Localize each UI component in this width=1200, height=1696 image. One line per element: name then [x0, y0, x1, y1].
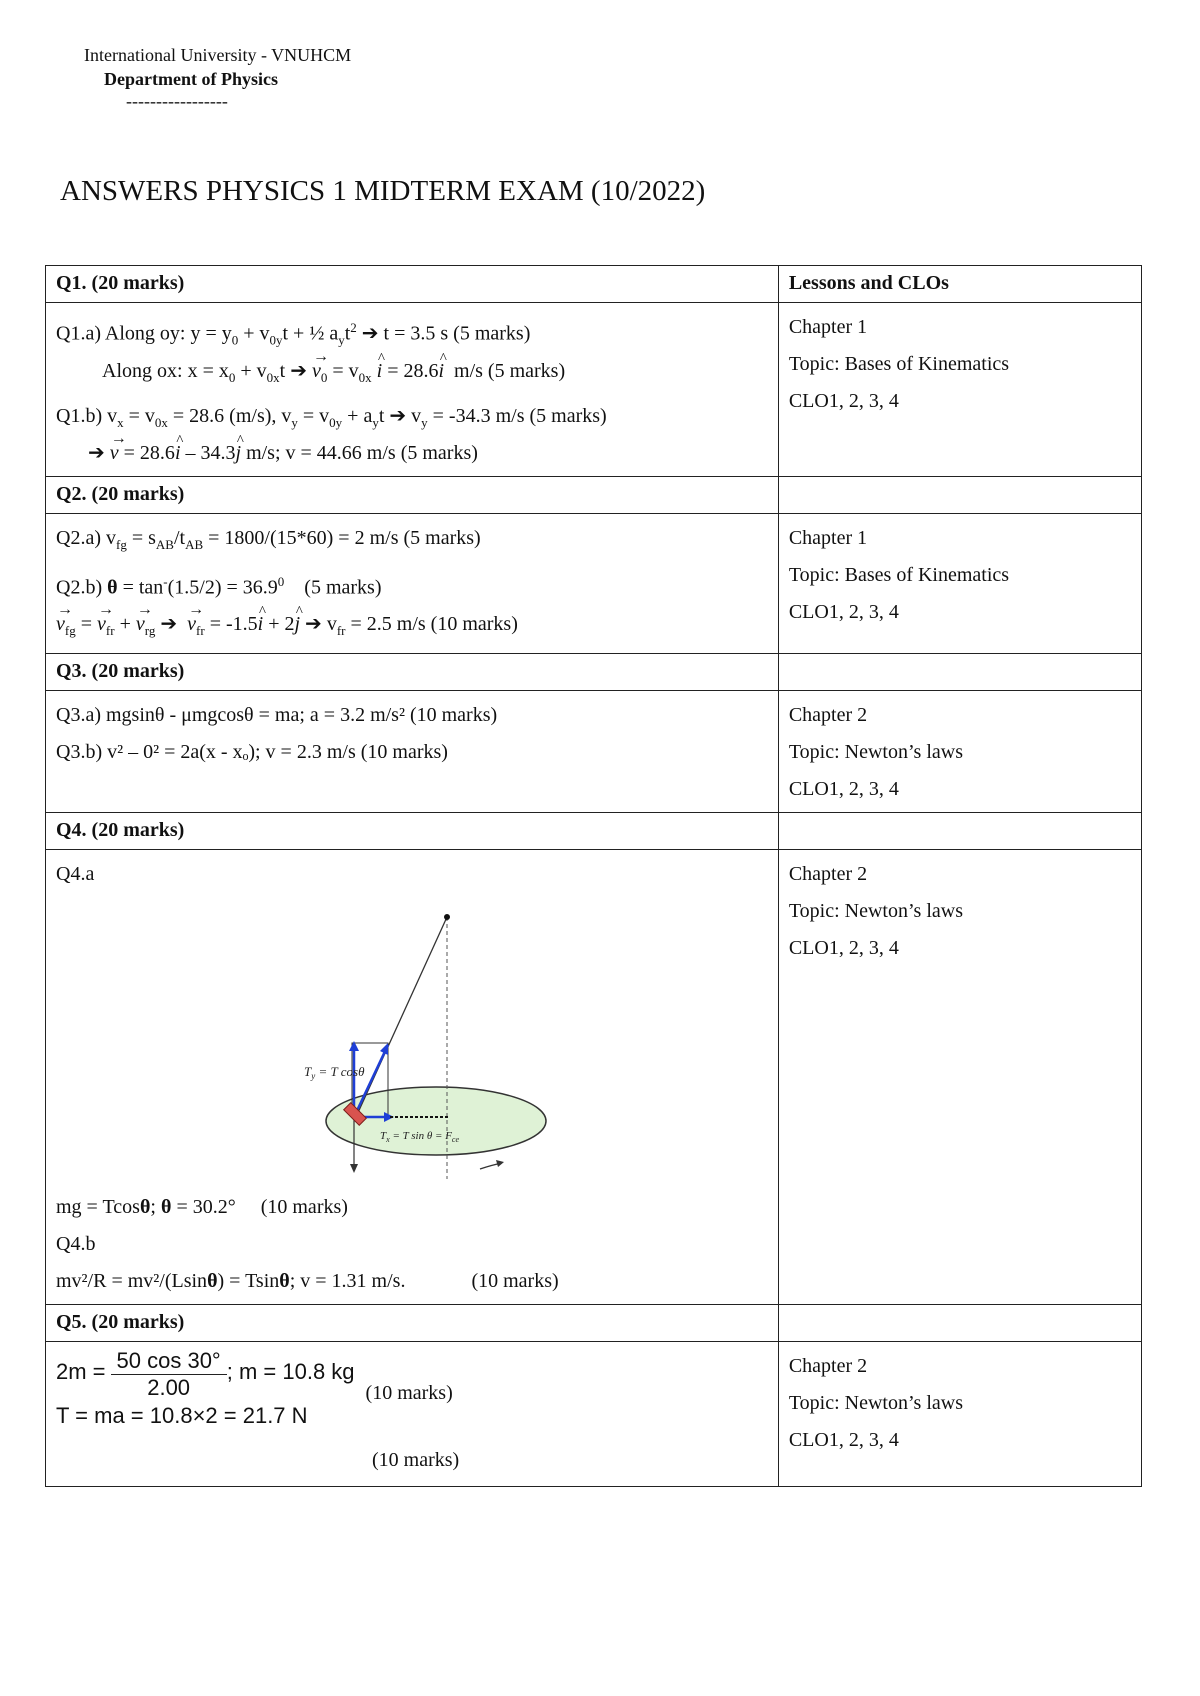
q2-header-row [46, 476, 1142, 513]
q3-answer [46, 691, 779, 813]
q1-heading: Q1. (20 marks) [46, 266, 779, 303]
q2-lessons [778, 513, 1141, 654]
q5-eq1-rhs: ; m = 10.8 kg [226, 1359, 355, 1385]
arrow-icon: ➔ [88, 441, 105, 464]
q1b-vector-tail: m/s; v = 44.66 m/s (5 marks) [241, 441, 478, 464]
q5-fraction [111, 1348, 227, 1401]
weight-arrowhead [350, 1164, 358, 1173]
q4b-eq-part3: ; v = 1.31 m/s. [289, 1270, 406, 1293]
lesson-clo: CLO1, 2, 3, 4 [788, 390, 899, 412]
q3a-line: Q3.a) mgsinθ - μmgcosθ = ma; a = 3.2 m/s² (10 marks) [56, 704, 498, 727]
lesson-topic: Topic: Newton’s laws [788, 741, 963, 764]
q1b-line: Q1.b) $v_x = v_{0x} = 28.6$ (m/s), $v_y = v_{0y} + a_yt$ ➔ $v_y = -34.3$ m/s (5 marks) [56, 404, 607, 430]
q2-heading: Q2. (20 marks) [46, 476, 779, 513]
q5-heading-blank [778, 1305, 1141, 1342]
q3b-line: Q3.b) v² – 0² = 2a(x - xₒ); v = 2.3 m/s (10 marks) [56, 741, 448, 764]
q5-fraction-denominator: 2.00 [147, 1375, 191, 1401]
arrow-icon: ➔ [290, 359, 307, 382]
q3-heading-blank [778, 654, 1141, 691]
q5-eq2-line: T = ma = 10.8×2 = 21.7 N [56, 1403, 308, 1429]
q1a-label: Q1.a) Along oy: [56, 322, 191, 345]
q5-eq1-lhs: 2m = [56, 1359, 106, 1385]
lesson-topic: Topic: Newton’s laws [788, 1392, 963, 1415]
q1b-label: Q1.b) [56, 404, 108, 427]
header-separator: ----------------- [126, 91, 228, 111]
q2c-tail: = 2.5 m/s (10 marks) [345, 613, 518, 636]
q2-heading-blank [778, 476, 1141, 513]
conical-pendulum-diagram [56, 899, 746, 1189]
lesson-chapter: Chapter 2 [788, 1355, 868, 1378]
department-name: Department of Physics [104, 69, 278, 89]
q1a-line: Q1.a) Along oy: $y = y_0 + v_{0y}t$ + ½ $a_yt^2$ ➔ t = 3.5 s (5 marks) [56, 320, 531, 348]
pivot-point [444, 914, 450, 920]
lesson-clo: CLO1, 2, 3, 4 [788, 1429, 899, 1452]
university-name: International University - VNUHCM [84, 45, 352, 65]
q4a-marks: (10 marks) [260, 1196, 348, 1219]
lesson-clo: CLO1, 2, 3, 4 [788, 600, 899, 623]
q2a-line: Q2.a) $v_{fg} = s_{AB}/t_{AB} = 1800/(15*60) = 2$ m/s (5 marks) [56, 526, 481, 552]
q2b-label: Q2.b) [56, 576, 108, 599]
q4a-eq-part2: ; [150, 1196, 161, 1219]
q1-answer [46, 303, 779, 477]
q4b-marks: (10 marks) [471, 1270, 559, 1293]
q4b-eq-part2: ) = Tsin [217, 1270, 280, 1293]
lesson-chapter: Chapter 2 [788, 863, 868, 886]
q3-heading: Q3. (20 marks) [46, 654, 779, 691]
q4a-equation: mg = Tcosθ; θ = 30.2° (10 marks) [56, 1196, 348, 1219]
q1b-result: v [406, 404, 422, 427]
q1-lessons [778, 303, 1141, 477]
q5-marks2: (10 marks) [372, 1449, 460, 1472]
q5-eq1-line [56, 1348, 768, 1405]
q5-answer [46, 1342, 779, 1487]
q4a-label: Q4.a [56, 863, 95, 886]
q1-answer-row [46, 303, 1142, 477]
q4-header-row [46, 813, 1142, 850]
q5-marks1: (10 marks) [365, 1382, 453, 1405]
q4b-label: Q4.b [56, 1233, 96, 1256]
rotation-arrowhead [496, 1160, 504, 1167]
q2b-tan: = tan [117, 576, 164, 599]
q4b-eq-part1: mv²/R = mv²/(Lsin [56, 1270, 208, 1293]
lessons-heading: Lessons and CLOs [778, 266, 1141, 303]
lesson-topic: Topic: Bases of Kinematics [788, 353, 1010, 375]
q1a-ox-label: Along ox: [102, 359, 188, 382]
q3-header-row [46, 654, 1142, 691]
q2b-value: (1.5/2) = 36.9 [167, 576, 278, 599]
q1b-tail: = -34.3 m/s (5 marks) [427, 404, 607, 427]
q2-answer-row [46, 513, 1142, 654]
lesson-topic: Topic: Bases of Kinematics [788, 563, 1010, 586]
arrow-icon: ➔ [389, 404, 407, 427]
q4-answer [46, 850, 779, 1305]
document-title: ANSWERS PHYSICS 1 MIDTERM EXAM (10/2022) [60, 175, 706, 207]
q4-lessons [778, 850, 1141, 1305]
lesson-clo: CLO1, 2, 3, 4 [788, 778, 899, 801]
arrow-icon: ➔ [305, 613, 322, 636]
lesson-clo: CLO1, 2, 3, 4 [788, 937, 899, 960]
q4-heading-blank [778, 813, 1141, 850]
lesson-chapter: Chapter 1 [788, 316, 868, 338]
lesson-chapter: Chapter 1 [788, 526, 868, 549]
q4-answer-row [46, 850, 1142, 1305]
q1a-ox-result: m/s (5 marks) [454, 359, 566, 382]
q5-lessons [778, 1342, 1141, 1487]
q4-heading: Q4. (20 marks) [46, 813, 779, 850]
q1-header-row [46, 266, 1142, 303]
q5-heading: Q5. (20 marks) [46, 1305, 779, 1342]
q5-fraction-numerator: 50 cos 30° [111, 1348, 227, 1375]
q3-lessons [778, 691, 1141, 813]
q4a-eq-part1: mg = Tcos [56, 1196, 140, 1219]
q5-answer-row [46, 1342, 1142, 1487]
q4a-eq-part3: = 30.2° [171, 1196, 236, 1219]
answers-table [45, 265, 1142, 1487]
lesson-chapter: Chapter 2 [788, 704, 868, 727]
q3-answer-row [46, 691, 1142, 813]
q1a-result: t = 3.5 s (5 marks) [378, 322, 531, 345]
q1a-ox-line: Along ox: $x = x_0 + v_{0x}t$ ➔ → $v_0 = v_{0x}$ ^ i = 28.6^ i m/s (5 marks) [56, 353, 768, 396]
q2b-line: Q2.b) $\theta = \tan^-(1.5/2) = 36.9^0$ (5 marks) [56, 573, 382, 599]
q2b-marks: (5 marks) [304, 576, 382, 599]
q2c-line: → $v_{fg}$ = → $v_{fr}$ + → $v_{rg}$ ➔ → $v_{fr}$ = -1.5^ i + 2^ j ➔ $v_{fr} = 2.5$ m/s (10 marks) [56, 606, 768, 649]
arrow-icon: ➔ [361, 322, 379, 345]
q5-header-row [46, 1305, 1142, 1342]
lesson-topic: Topic: Newton’s laws [788, 900, 963, 923]
tx-label: $T_x = T$ $\sin \theta = F_{ce}$ [380, 1130, 460, 1145]
ty-label: $T_y = T$ cosθ [304, 1064, 365, 1082]
q2-answer [46, 513, 779, 654]
q2a-tail: = 1800/(15*60) = 2 m/s (5 marks) [203, 526, 481, 549]
q4b-equation: mv²/R = mv²/(Lsinθ) = Tsinθ; v = 1.31 m/s. (10 marks) [56, 1270, 559, 1293]
arrow-icon: ➔ [160, 613, 178, 636]
q1b-vector-line: ➔ → v = 28.6^ i – 34.3^ j m/s; v = 44.66 m/s (5 marks) [56, 435, 768, 472]
